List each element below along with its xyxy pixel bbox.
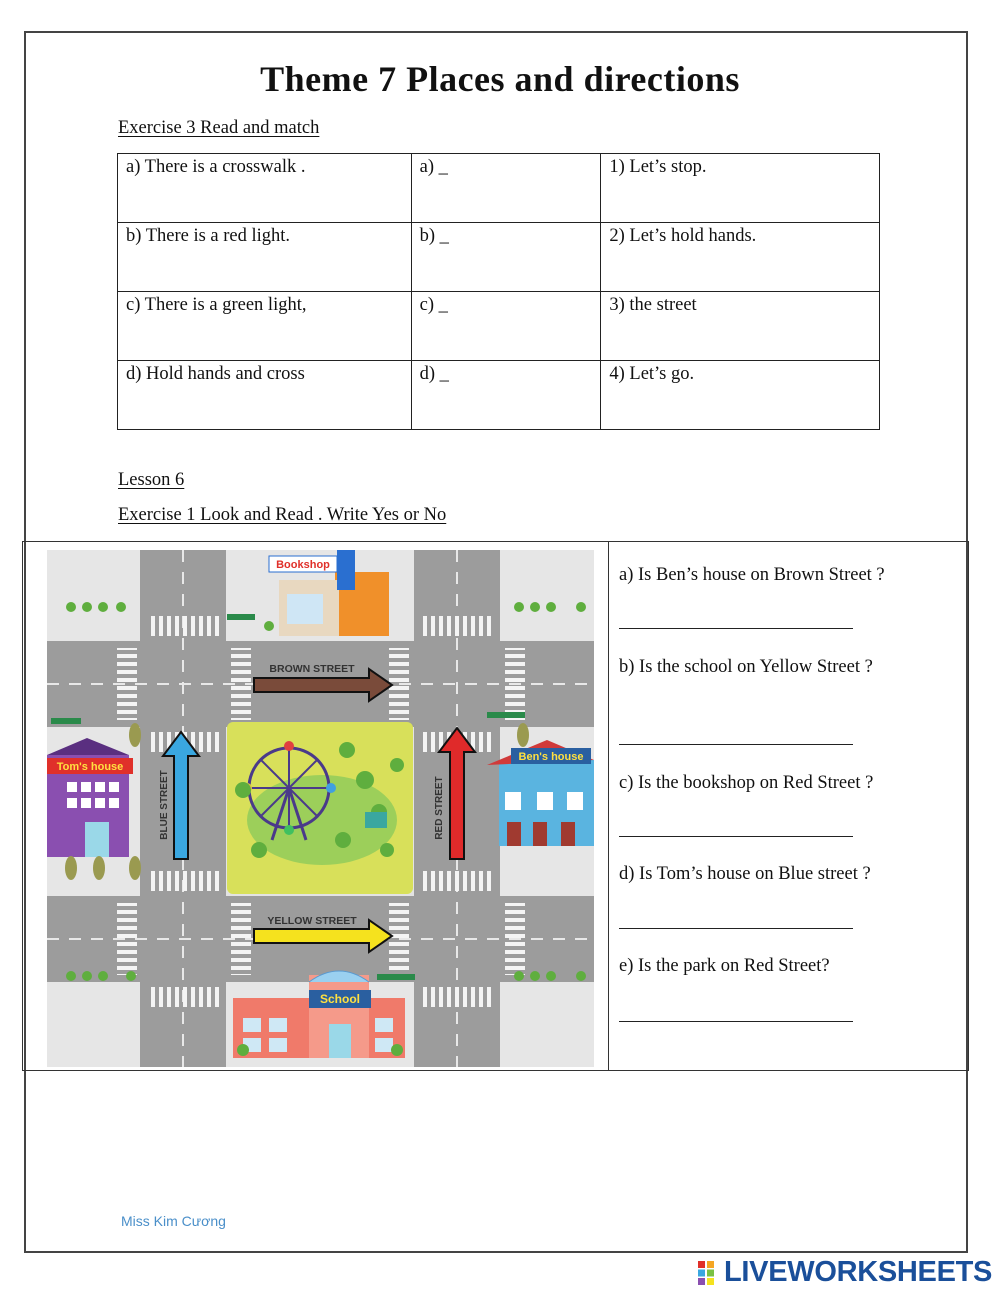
answer-cell[interactable]: b) _ (411, 223, 601, 292)
bens-house-sign: Ben's house (518, 751, 584, 763)
sentence-cell: b) There is a red light. (118, 223, 412, 292)
exercise3-heading: Exercise 3 Read and match (118, 118, 320, 138)
exercise1-heading: Exercise 1 Look and Read . Write Yes or No (118, 505, 447, 525)
column-divider (608, 541, 609, 1071)
school-sign: School (319, 992, 361, 1006)
answer-line-c[interactable] (619, 836, 853, 837)
liveworksheets-icon (698, 1261, 724, 1285)
red-street-label: RED STREET (434, 776, 445, 840)
answer-line-e[interactable] (619, 1021, 853, 1022)
response-cell: 2) Let’s hold hands. (601, 223, 880, 292)
toms-house (47, 738, 133, 857)
yellow-street-label: YELLOW STREET (267, 915, 357, 927)
street-map (47, 550, 594, 1067)
question-c: c) Is the bookshop on Red Street ? (619, 773, 874, 793)
match-table (117, 153, 880, 430)
brand-name[interactable]: LIVEWORKSHEETS (724, 1256, 993, 1288)
sentence-cell: d) Hold hands and cross (118, 361, 412, 430)
answer-cell[interactable]: d) _ (411, 361, 601, 430)
lesson-heading: Lesson 6 (118, 470, 185, 490)
answer-line-a[interactable] (619, 628, 853, 629)
response-cell: 1) Let’s stop. (601, 154, 880, 223)
blue-street-label: BLUE STREET (159, 770, 170, 840)
table-row (118, 292, 880, 361)
answer-cell[interactable]: a) _ (411, 154, 601, 223)
page-title: Theme 7 Places and directions (260, 59, 740, 99)
table-row (118, 361, 880, 430)
answer-line-b[interactable] (619, 744, 853, 745)
response-cell: 3) the street (601, 292, 880, 361)
table-row (118, 223, 880, 292)
brand-logo (698, 1256, 992, 1289)
answer-cell[interactable]: c) _ (411, 292, 601, 361)
author-footer: Miss Kim Cương (121, 1213, 226, 1229)
bookshop-sign: Bookshop (276, 559, 330, 571)
question-a: a) Is Ben’s house on Brown Street ? (619, 565, 885, 585)
table-row (118, 154, 880, 223)
answer-line-d[interactable] (619, 928, 853, 929)
question-d: d) Is Tom’s house on Blue street ? (619, 864, 871, 884)
brown-street-label: BROWN STREET (269, 663, 355, 675)
sentence-cell: c) There is a green light, (118, 292, 412, 361)
toms-house-sign: Tom's house (56, 761, 124, 773)
sentence-cell: a) There is a crosswalk . (118, 154, 412, 223)
question-e: e) Is the park on Red Street? (619, 956, 830, 976)
response-cell: 4) Let’s go. (601, 361, 880, 430)
question-b: b) Is the school on Yellow Street ? (619, 657, 873, 677)
